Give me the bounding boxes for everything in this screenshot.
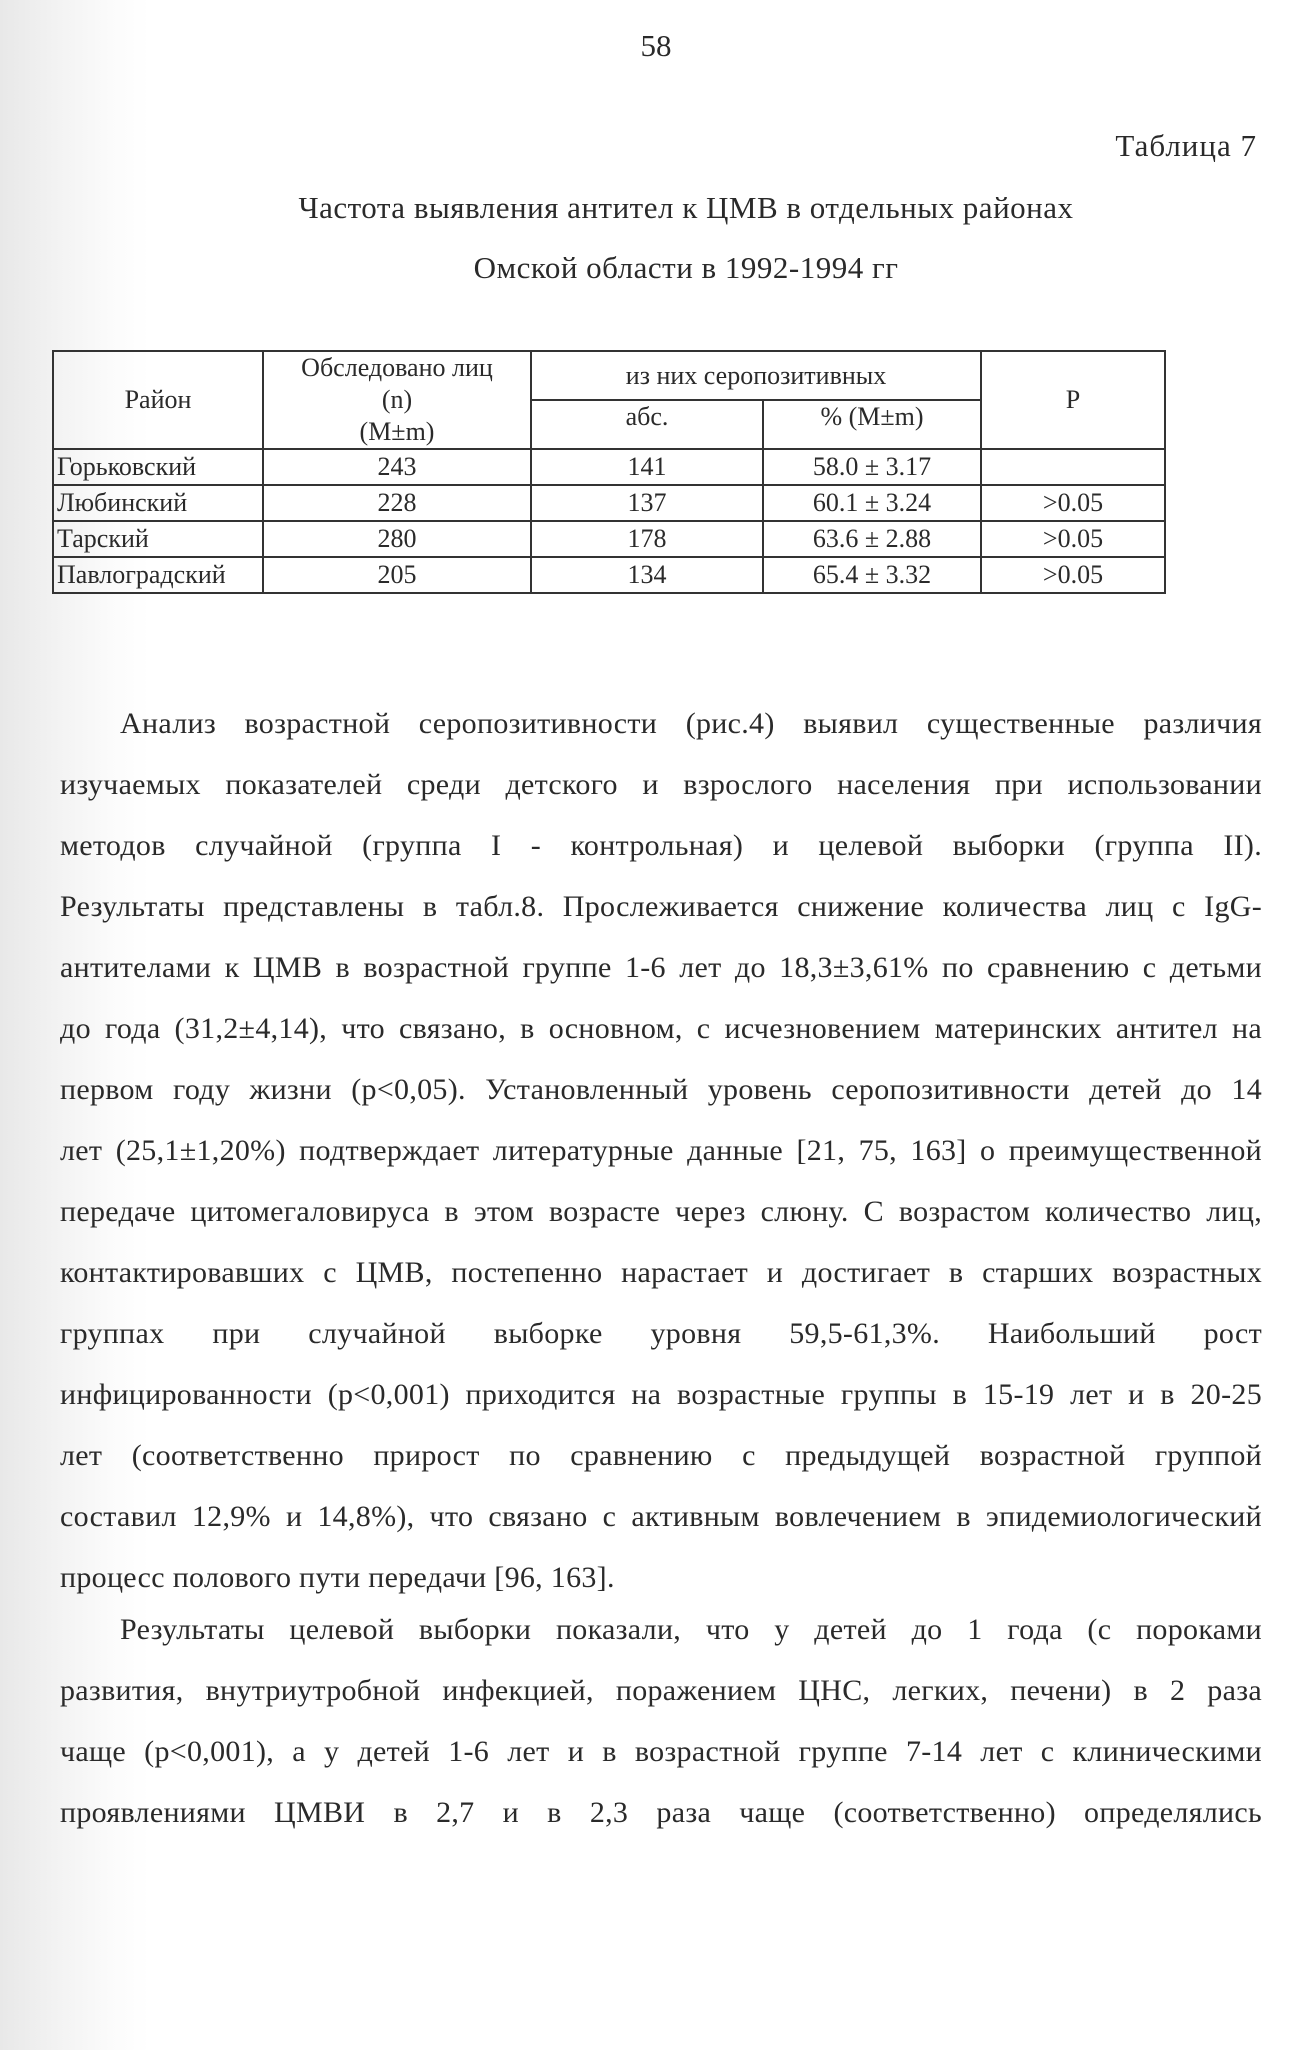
text-line: антителами к ЦМВ в возрастной группе 1-6 лет до 18,3±3,61% по сравнению с детьми bbox=[60, 951, 1262, 984]
header-examined-line3: (M±m) bbox=[359, 417, 435, 446]
cell-n: 243 bbox=[263, 449, 531, 485]
cell-p: >0.05 bbox=[981, 485, 1165, 521]
cell-n: 280 bbox=[263, 521, 531, 557]
text-line: проявлениями ЦМВИ в 2,7 и в 2,3 раза чаще (соответственно) определялись bbox=[60, 1796, 1262, 1829]
text-line: контактировавших с ЦМВ, постепенно нарастает и достигает в старших возрастных bbox=[60, 1256, 1262, 1289]
text-line: составил 12,9% и 14,8%), что связано с активным вовлечением в эпидемиологический bbox=[60, 1500, 1262, 1533]
header-examined-line2: (n) bbox=[381, 385, 413, 414]
cell-district: Тарский bbox=[53, 521, 263, 557]
table-row bbox=[53, 485, 1165, 521]
text-line: лет (соответственно прирост по сравнению с предыдущей возрастной группой bbox=[60, 1439, 1262, 1472]
text-line: развития, внутриутробной инфекцией, поражением ЦНС, легких, печени) в 2 раза bbox=[60, 1674, 1262, 1707]
text-line: передаче цитомегаловируса в этом возрасте через слюну. С возрастом количество лиц, bbox=[60, 1195, 1262, 1228]
cell-p: >0.05 bbox=[981, 521, 1165, 557]
header-examined-line1: Обследовано лиц bbox=[301, 353, 493, 382]
cell-percent: 65.4 ± 3.32 bbox=[763, 557, 981, 593]
cell-n: 205 bbox=[263, 557, 531, 593]
cell-district: Горьковский bbox=[53, 449, 263, 485]
cell-percent: 63.6 ± 2.88 bbox=[763, 521, 981, 557]
cell-percent: 58.0 ± 3.17 bbox=[763, 449, 981, 485]
text-line: до года (31,2±4,14), что связано, в основном, с исчезновением материнских антител на bbox=[60, 1012, 1262, 1045]
header-abs: абс. bbox=[531, 400, 763, 449]
table-title-line-2: Омской области в 1992-1994 гг bbox=[473, 250, 899, 285]
header-district: Район bbox=[53, 351, 263, 449]
header-seropositive: из них серопозитивных bbox=[531, 351, 981, 400]
seropositivity-table bbox=[52, 350, 1166, 594]
header-examined bbox=[263, 351, 531, 449]
page-number: 58 bbox=[640, 28, 672, 63]
table-row bbox=[53, 557, 1165, 593]
text-line: процесс полового пути передачи [96, 163]. bbox=[60, 1561, 615, 1594]
text-line: инфицированности (р<0,001) приходится на возрастные группы в 15-19 лет и в 20-25 bbox=[60, 1378, 1262, 1411]
cell-abs: 178 bbox=[531, 521, 763, 557]
text-line: чаще (р<0,001), а у детей 1-6 лет и в возрастной группе 7-14 лет с клиническими bbox=[60, 1735, 1262, 1768]
header-p: Р bbox=[981, 351, 1165, 449]
paragraph-age-seropositivity bbox=[60, 693, 1262, 1608]
text-line: Результаты целевой выборки показали, что у детей до 1 года (с пороками bbox=[120, 1613, 1262, 1646]
cell-abs: 137 bbox=[531, 485, 763, 521]
cell-abs: 141 bbox=[531, 449, 763, 485]
text-line: первом году жизни (р<0,05). Установленный уровень серопозитивности детей до 14 bbox=[60, 1073, 1262, 1106]
text-line: лет (25,1±1,20%) подтверждает литературные данные [21, 75, 163] о преимущественной bbox=[60, 1134, 1262, 1167]
table-row bbox=[53, 521, 1165, 557]
table-label: Таблица 7 bbox=[1115, 128, 1257, 163]
text-line: Анализ возрастной серопозитивности (рис.4) выявил существенные различия bbox=[120, 707, 1262, 740]
cell-p bbox=[981, 449, 1165, 485]
cell-district: Любинский bbox=[53, 485, 263, 521]
paragraph-target-sample bbox=[60, 1599, 1262, 1843]
cell-p: >0.05 bbox=[981, 557, 1165, 593]
table-row bbox=[53, 449, 1165, 485]
text-line: группах при случайной выборке уровня 59,5-61,3%. Наибольший рост bbox=[60, 1317, 1262, 1350]
cell-percent: 60.1 ± 3.24 bbox=[763, 485, 981, 521]
cell-district: Павлоградский bbox=[53, 557, 263, 593]
header-percent: % (M±m) bbox=[763, 400, 981, 449]
cell-abs: 134 bbox=[531, 557, 763, 593]
text-line: Результаты представлены в табл.8. Прослеживается снижение количества лиц с IgG- bbox=[60, 890, 1262, 923]
cell-n: 228 bbox=[263, 485, 531, 521]
text-line: методов случайной (группа I - контрольная) и целевой выборки (группа II). bbox=[60, 829, 1262, 862]
table-title-line-1: Частота выявления антител к ЦМВ в отдельных районах bbox=[298, 190, 1074, 225]
text-line: изучаемых показателей среди детского и взрослого населения при использовании bbox=[60, 768, 1262, 801]
